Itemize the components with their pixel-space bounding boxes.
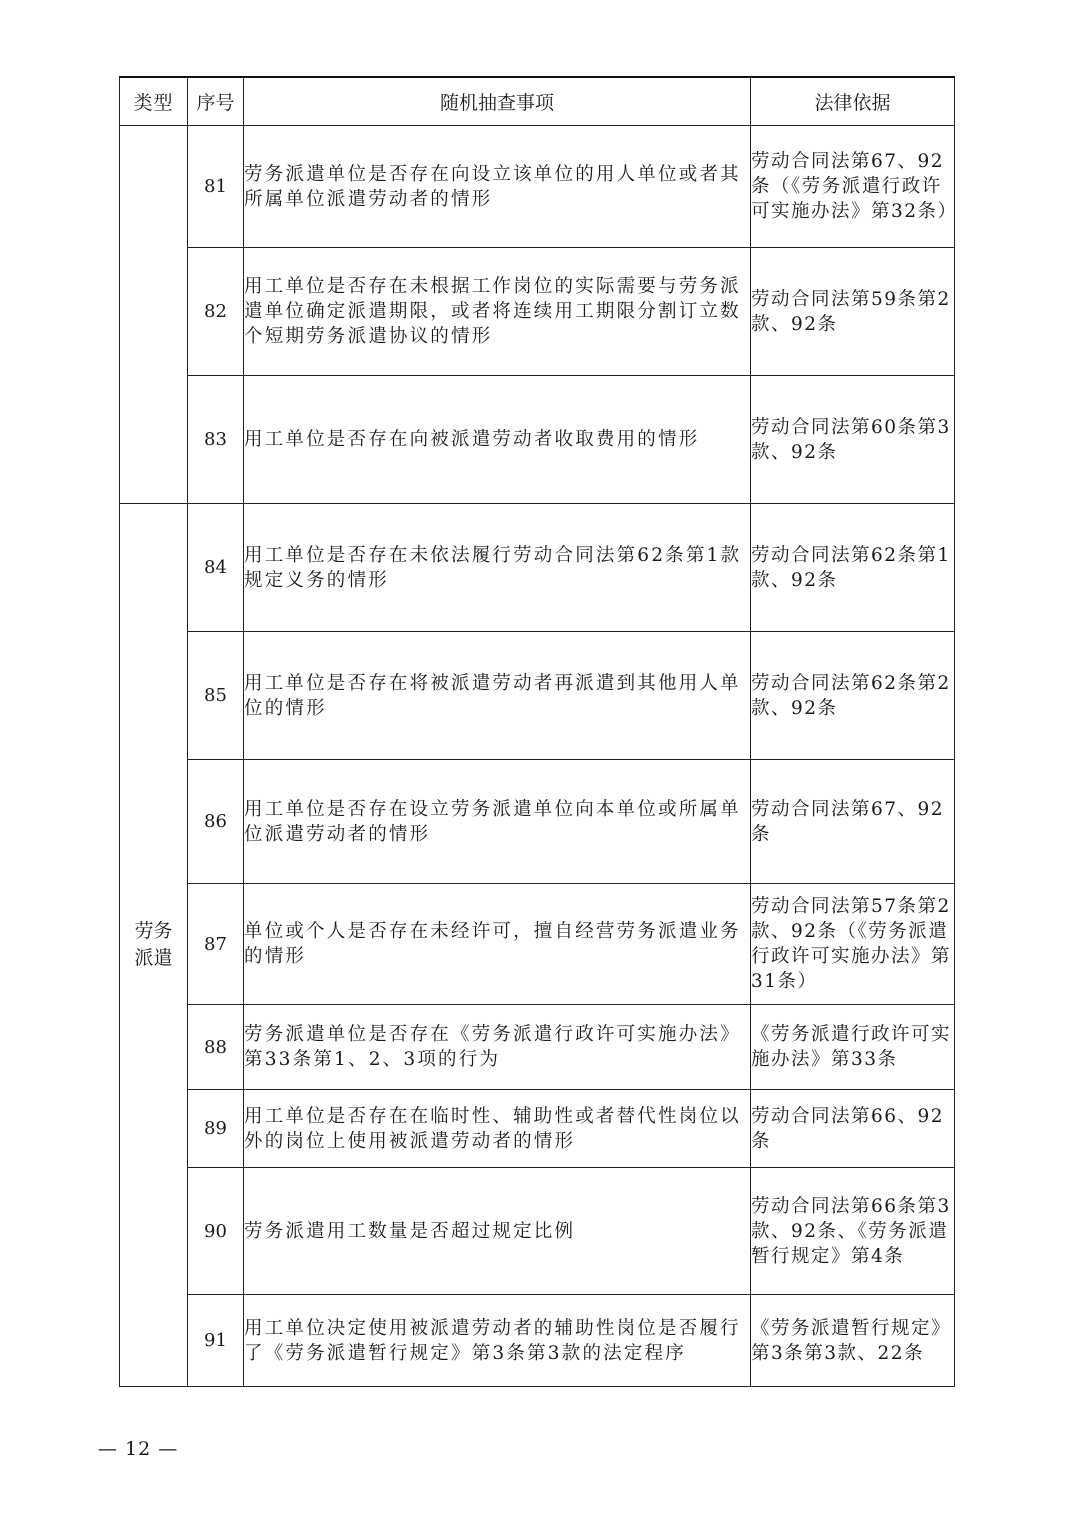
row-seq: 82 [188,248,244,376]
row-seq: 81 [188,126,244,248]
header-type: 类型 [120,77,188,126]
table-row [120,248,955,376]
row-seq: 85 [188,632,244,760]
row-seq: 84 [188,504,244,632]
row-seq: 89 [188,1090,244,1168]
row-seq: 83 [188,376,244,504]
row-item: 用工单位是否存在未依法履行劳动合同法第62条第1款规定义务的情形 [244,504,751,632]
row-basis: 劳动合同法第57条第2款、92条（《劳务派遣行政许可实施办法》第31条） [751,884,955,1005]
row-basis: 劳动合同法第60条第3款、92条 [751,376,955,504]
row-basis: 劳动合同法第66、92条 [751,1090,955,1168]
table-row [120,1005,955,1090]
row-basis: 劳动合同法第67、92条 [751,760,955,884]
row-item: 用工单位是否存在在临时性、辅助性或者替代性岗位以外的岗位上使用被派遣劳动者的情形 [244,1090,751,1168]
row-item: 劳务派遣单位是否存在向设立该单位的用人单位或者其所属单位派遣劳动者的情形 [244,126,751,248]
table-row [120,376,955,504]
table-row [120,126,955,248]
row-seq: 88 [188,1005,244,1090]
row-basis: 劳动合同法第62条第2款、92条 [751,632,955,760]
row-item: 用工单位是否存在未根据工作岗位的实际需要与劳务派遣单位确定派遣期限，或者将连续用工期限分割订立数个短期劳务派遣协议的情形 [244,248,751,376]
inspection-table [119,76,958,1387]
table-row [120,1090,955,1168]
category-cell-labor-dispatch: 劳务派遣 [120,504,188,1387]
table-row [120,884,955,1005]
header-seq: 序号 [188,77,244,126]
row-seq: 91 [188,1295,244,1387]
table-row [120,632,955,760]
row-item: 用工单位是否存在向被派遣劳动者收取费用的情形 [244,376,751,504]
table-row [120,760,955,884]
category-cell-group1 [120,126,188,504]
row-item: 用工单位是否存在设立劳务派遣单位向本单位或所属单位派遣劳动者的情形 [244,760,751,884]
row-item: 劳务派遣单位是否存在《劳务派遣行政许可实施办法》第33条第1、2、3项的行为 [244,1005,751,1090]
row-basis: 劳动合同法第66条第3款、92条、《劳务派遣暂行规定》第4条 [751,1168,955,1295]
table-header-row [120,77,955,126]
header-basis: 法律依据 [751,77,955,126]
row-seq: 90 [188,1168,244,1295]
header-item: 随机抽查事项 [244,77,751,126]
page-number: — 12 — [98,1438,179,1460]
row-basis: 劳动合同法第67、92条（《劳务派遣行政许可实施办法》第32条） [751,126,955,248]
row-seq: 87 [188,884,244,1005]
table-row [120,1168,955,1295]
row-item: 单位或个人是否存在未经许可，擅自经营劳务派遣业务的情形 [244,884,751,1005]
row-basis: 《劳务派遣暂行规定》第3条第3款、22条 [751,1295,955,1387]
row-seq: 86 [188,760,244,884]
row-basis: 劳动合同法第62条第1款、92条 [751,504,955,632]
row-basis: 《劳务派遣行政许可实施办法》第33条 [751,1005,955,1090]
row-item: 用工单位决定使用被派遣劳动者的辅助性岗位是否履行了《劳务派遣暂行规定》第3条第3款的法定程序 [244,1295,751,1387]
row-item: 劳务派遣用工数量是否超过规定比例 [244,1168,751,1295]
row-basis: 劳动合同法第59条第2款、92条 [751,248,955,376]
table-row [120,1295,955,1387]
row-item: 用工单位是否存在将被派遣劳动者再派遣到其他用人单位的情形 [244,632,751,760]
table-row [120,504,955,632]
